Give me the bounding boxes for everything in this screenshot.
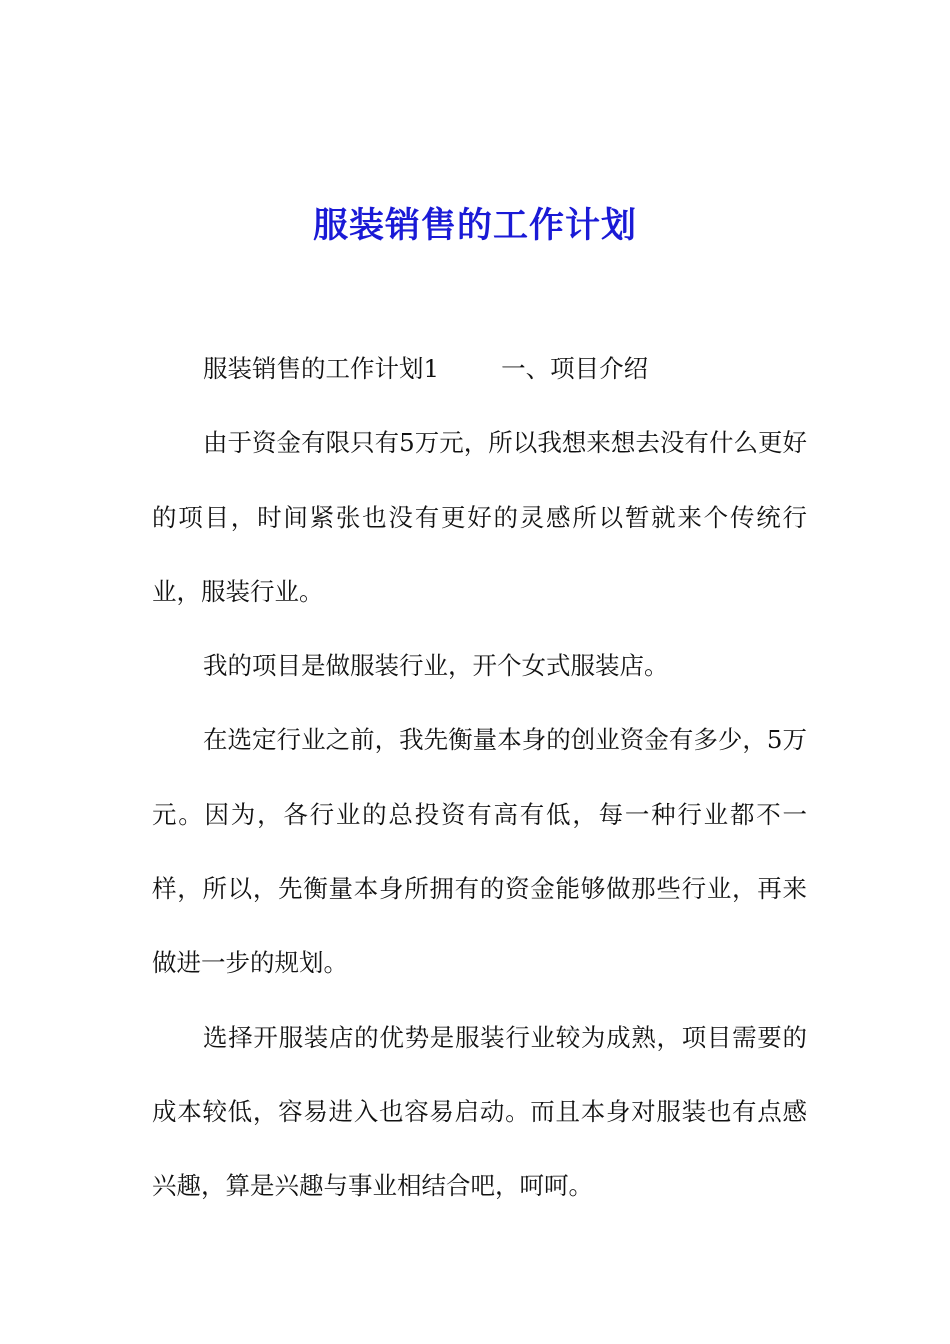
plan-heading: 服装销售的工作计划1 xyxy=(203,354,440,383)
document-body xyxy=(152,332,807,1224)
paragraph-advantage: 选择开服装店的优势是服装行业较为成熟，项目需要的成本较低，容易进入也容易启动。而且本身对服装也有点感兴趣，算是兴趣与事业相结合吧，呵呵。 xyxy=(152,1022,807,1201)
paragraph-project: 我的项目是做服装行业，开个女式服装店。 xyxy=(203,651,669,681)
intro-line xyxy=(152,332,807,406)
paragraph-funding: 由于资金有限只有5万元，所以我想来想去没有什么更好的项目，时间紧张也没有更好的灵感所以暂就来个传统行业，服装行业。 xyxy=(152,428,807,606)
document-title: 服装销售的工作计划 xyxy=(312,206,637,247)
paragraph-capital: 在选定行业之前，我先衡量本身的创业资金有多少，5万元。因为，各行业的总投资有高有低，每一种行业都不一样，所以，先衡量本身所拥有的资金能够做那些行业，再来做进一步的规划。 xyxy=(152,725,807,978)
section-heading: 一、项目介绍 xyxy=(501,354,649,383)
